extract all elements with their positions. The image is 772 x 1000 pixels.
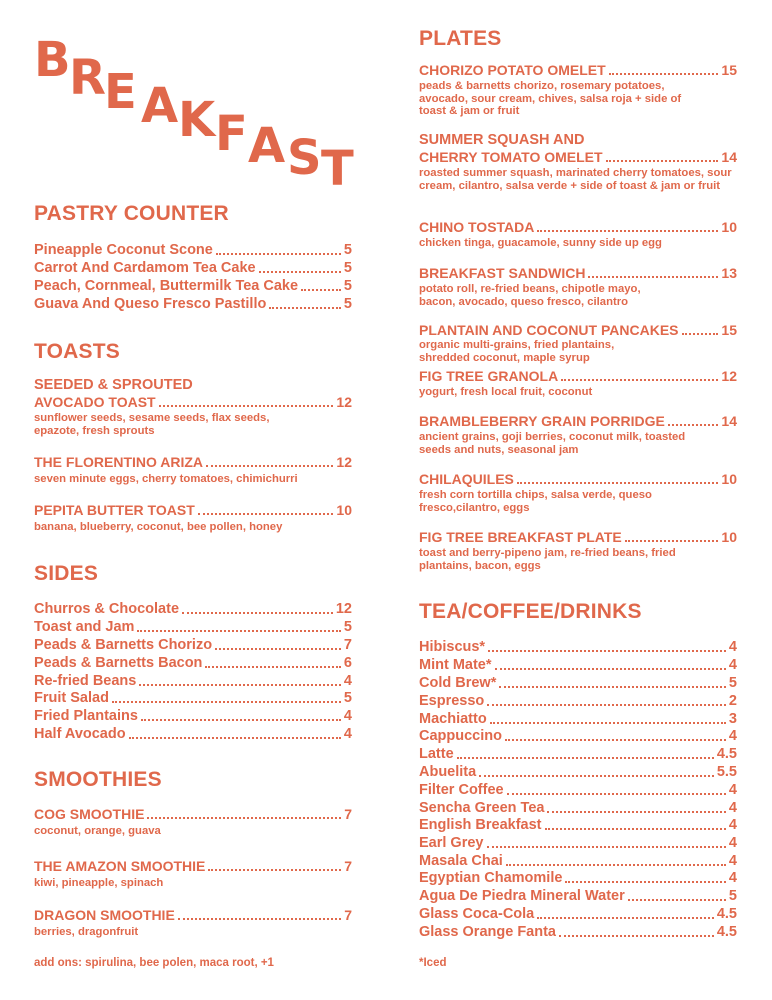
menu-item (34, 806, 352, 823)
item-name: Churros & Chocolate (34, 601, 180, 617)
dot-leader (507, 793, 726, 795)
dot-leader (159, 405, 334, 407)
item-price: 4 (728, 853, 737, 869)
item-name: CHORIZO POTATO OMELET (419, 62, 606, 78)
item-price: 5 (343, 242, 352, 258)
item-price: 4 (728, 728, 737, 744)
item-name-line1: SEEDED & SPROUTED (34, 377, 193, 393)
title-letter: S (287, 130, 322, 186)
dot-leader (198, 513, 334, 515)
item-price: 4 (728, 817, 737, 833)
menu-item (34, 278, 352, 295)
dot-leader (488, 650, 726, 652)
item-description: berries, dragonfruit (34, 926, 139, 938)
item-name: Agua De Piedra Mineral Water (419, 888, 625, 904)
dot-leader (215, 648, 341, 650)
item-name: Cold Brew* (419, 675, 497, 691)
item-price: 4 (728, 657, 737, 673)
dot-leader (259, 271, 341, 273)
item-description: seven minute eggs, cherry tomatoes, chimichurri (34, 473, 298, 485)
dot-leader (205, 666, 341, 668)
item-description: roasted summer squash, marinated cherry tomatoes, sour cream, cilantro, salsa verde + side of toast & jam or fruit (419, 167, 732, 192)
dot-leader (479, 775, 714, 777)
item-price: 4.5 (716, 746, 737, 762)
dot-leader (537, 917, 714, 919)
item-price: 5 (343, 278, 352, 294)
dot-leader (545, 828, 726, 830)
menu-item (34, 502, 352, 519)
dot-leader (208, 869, 341, 871)
item-description: coconut, orange, guava (34, 825, 161, 837)
item-description: toast and berry-pipeno jam, re-fried beans, fried plantains, bacon, eggs (419, 547, 676, 572)
section-heading-smoothies: SMOOTHIES (34, 768, 162, 791)
dot-leader (537, 230, 718, 232)
item-description: organic multi-grains, fried plantains, shredded coconut, maple syrup (419, 339, 615, 364)
item-description: kiwi, pineapple, spinach (34, 877, 164, 889)
item-name: Peads & Barnetts Chorizo (34, 637, 213, 653)
item-name: FIG TREE GRANOLA (419, 368, 559, 384)
menu-item (34, 296, 352, 313)
item-name: BREAKFAST SANDWICH (419, 265, 586, 281)
item-price: 4 (728, 639, 737, 655)
item-price: 4.5 (716, 906, 737, 922)
item-price: 10 (721, 219, 737, 235)
dot-leader (547, 811, 725, 813)
item-price: 7 (344, 806, 352, 822)
item-name: Fruit Salad (34, 690, 109, 706)
item-price: 15 (721, 322, 737, 338)
dot-leader (565, 881, 726, 883)
item-price: 4 (728, 800, 737, 816)
item-name: THE AMAZON SMOOTHIE (34, 858, 206, 874)
item-name: Pineapple Coconut Scone (34, 242, 213, 258)
item-name: THE FLORENTINO ARIZA (34, 454, 204, 470)
item-name: Peads & Barnetts Bacon (34, 655, 203, 671)
item-name: COG SMOOTHIE (34, 806, 145, 822)
item-name: Toast and Jam (34, 619, 135, 635)
item-price: 4 (343, 726, 352, 742)
menu-item (419, 888, 737, 905)
dot-leader (668, 424, 719, 426)
dot-leader (517, 482, 719, 484)
item-name-line1: SUMMER SQUASH AND (419, 132, 585, 148)
item-name: CHINO TOSTADA (419, 219, 535, 235)
menu-item (419, 800, 737, 817)
dot-leader (505, 739, 726, 741)
item-name: Cappuccino (419, 728, 502, 744)
menu-item (419, 675, 737, 692)
item-price: 4.5 (716, 924, 737, 940)
item-price: 10 (721, 471, 737, 487)
title-letter: A (248, 118, 286, 174)
item-name: Glass Orange Fanta (419, 924, 556, 940)
dot-leader (487, 704, 726, 706)
item-name: BRAMBLEBERRY GRAIN PORRIDGE (419, 413, 665, 429)
dot-leader (499, 686, 726, 688)
menu-item (419, 265, 737, 282)
title-letter: B (34, 32, 71, 88)
section-heading-sides: SIDES (34, 562, 99, 585)
dot-leader (559, 935, 714, 937)
item-price: 12 (336, 454, 352, 470)
item-name: Guava And Queso Fresco Pastillo (34, 296, 267, 312)
menu-item (34, 601, 352, 618)
menu-item (419, 149, 737, 166)
dot-leader (206, 465, 333, 467)
dot-leader (147, 817, 341, 819)
dot-leader (495, 668, 726, 670)
item-description: yogurt, fresh local fruit, coconut (419, 386, 593, 398)
item-name: FIG TREE BREAKFAST PLATE (419, 529, 622, 545)
menu-item (419, 870, 737, 887)
item-price: 7 (344, 907, 352, 923)
menu-item (34, 726, 352, 743)
menu-item (419, 906, 737, 923)
item-price: 12 (336, 394, 352, 410)
item-price: 5.5 (716, 764, 737, 780)
item-price: 4 (343, 708, 352, 724)
dot-leader (588, 276, 718, 278)
item-price: 5 (343, 296, 352, 312)
menu-item (34, 655, 352, 672)
dot-leader (561, 379, 718, 381)
menu-item (419, 219, 737, 236)
dot-leader (112, 701, 341, 703)
item-price: 4 (343, 673, 352, 689)
dot-leader (628, 899, 726, 901)
item-price: 14 (721, 413, 737, 429)
item-name: Carrot And Cardamom Tea Cake (34, 260, 256, 276)
menu-item (34, 260, 352, 277)
item-name: Abuelita (419, 764, 477, 780)
item-name: Earl Grey (419, 835, 484, 851)
menu-item (419, 471, 737, 488)
item-name: Peach, Cornmeal, Buttermilk Tea Cake (34, 278, 299, 294)
item-name: Egyptian Chamomile (419, 870, 563, 886)
dot-leader (182, 612, 333, 614)
dot-leader (301, 289, 341, 291)
menu-item (34, 454, 352, 471)
menu-item (34, 242, 352, 259)
dot-leader (269, 307, 341, 309)
menu-item (34, 619, 352, 636)
dot-leader (487, 846, 726, 848)
title-letter: A (141, 78, 179, 134)
menu-item (419, 853, 737, 870)
menu-item (419, 529, 737, 546)
item-price: 15 (721, 62, 737, 78)
title-letter: R (69, 50, 106, 106)
item-price: 5 (343, 690, 352, 706)
menu-item (419, 368, 737, 385)
item-name: DRAGON SMOOTHIE (34, 907, 175, 923)
dot-leader (137, 630, 340, 632)
menu-item (419, 693, 737, 710)
dot-leader (625, 540, 719, 542)
menu-item (419, 62, 737, 79)
item-name: PEPITA BUTTER TOAST (34, 502, 195, 518)
section-heading-pastry: PASTRY COUNTER (34, 202, 229, 225)
item-name: Filter Coffee (419, 782, 504, 798)
item-name: Fried Plantains (34, 708, 138, 724)
menu-item (419, 711, 737, 728)
item-price: 5 (728, 675, 737, 691)
item-price: 6 (343, 655, 352, 671)
menu-item (419, 413, 737, 430)
item-description: ancient grains, goji berries, coconut milk, toasted seeds and nuts, seasonal jam (419, 431, 686, 456)
item-price: 10 (336, 502, 352, 518)
item-name: Espresso (419, 693, 485, 709)
item-name: Hibiscus* (419, 639, 486, 655)
section-heading-toasts: TOASTS (34, 340, 120, 363)
item-price: 7 (343, 637, 352, 653)
item-name: Glass Coca-Cola (419, 906, 535, 922)
dot-leader (141, 719, 341, 721)
item-description: chicken tinga, guacamole, sunny side up egg (419, 237, 662, 249)
item-price: 5 (728, 888, 737, 904)
item-name: Half Avocado (34, 726, 126, 742)
item-price: 2 (728, 693, 737, 709)
item-price: 5 (343, 260, 352, 276)
dot-leader (457, 757, 714, 759)
menu-item (34, 708, 352, 725)
item-name: CHILAQUILES (419, 471, 514, 487)
menu-item (419, 817, 737, 834)
item-price: 3 (728, 711, 737, 727)
menu-item (419, 322, 737, 339)
item-name: Machiatto (419, 711, 487, 727)
menu-item (419, 924, 737, 941)
item-price: 13 (721, 265, 737, 281)
menu-item (419, 657, 737, 674)
item-name: Sencha Green Tea (419, 800, 545, 816)
menu-item (34, 673, 352, 690)
item-description: fresh corn tortilla chips, salsa verde, queso fresco,cilantro, eggs (419, 489, 652, 514)
menu-item (419, 764, 737, 781)
dot-leader (216, 253, 341, 255)
item-description: sunflower seeds, sesame seeds, flax seeds, epazote, fresh sprouts (34, 412, 270, 437)
item-price: 7 (344, 858, 352, 874)
item-name: AVOCADO TOAST (34, 394, 156, 410)
item-price: 12 (721, 368, 737, 384)
item-name: CHERRY TOMATO OMELET (419, 149, 603, 165)
item-name: Latte (419, 746, 454, 762)
title-letter: E (104, 64, 137, 120)
item-price: 14 (721, 149, 737, 165)
menu-item (34, 637, 352, 654)
item-name: PLANTAIN AND COCONUT PANCAKES (419, 322, 679, 338)
menu-item (34, 394, 352, 411)
item-price: 4 (728, 782, 737, 798)
item-description: peads & barnetts chorizo, rosemary potatoes, avocado, sour cream, chives, salsa roja + side of toast & jam or fruit (419, 80, 682, 117)
menu-item (419, 728, 737, 745)
menu-item (34, 858, 352, 875)
dot-leader (129, 737, 341, 739)
dot-leader (139, 684, 341, 686)
menu-item (419, 782, 737, 799)
menu-item (419, 639, 737, 656)
item-description: banana, blueberry, coconut, bee pollen, honey (34, 521, 283, 533)
title-letter: T (321, 141, 354, 197)
item-name: English Breakfast (419, 817, 542, 833)
smoothie-addons-note: add ons: spirulina, bee polen, maca root, +1 (34, 957, 274, 969)
item-price: 10 (721, 529, 737, 545)
item-name: Masala Chai (419, 853, 503, 869)
menu-item (34, 690, 352, 707)
menu-item (419, 746, 737, 763)
iced-footnote: *Iced (419, 957, 447, 969)
menu-item (419, 835, 737, 852)
item-price: 4 (728, 870, 737, 886)
item-description: potato roll, re-fried beans, chipotle mayo, bacon, avocado, queso fresco, cilantro (419, 283, 641, 308)
item-price: 5 (343, 619, 352, 635)
dot-leader (178, 918, 341, 920)
dot-leader (490, 722, 726, 724)
dot-leader (506, 864, 726, 866)
item-name: Re-fried Beans (34, 673, 137, 689)
item-price: 4 (728, 835, 737, 851)
dot-leader (606, 160, 719, 162)
title-letter: K (178, 92, 216, 148)
item-price: 12 (335, 601, 352, 617)
item-name: Mint Mate* (419, 657, 492, 673)
section-heading-drinks: TEA/COFFEE/DRINKS (419, 600, 642, 623)
section-heading-plates: PLATES (419, 27, 502, 50)
menu-item (34, 907, 352, 924)
dot-leader (682, 333, 719, 335)
dot-leader (609, 73, 719, 75)
title-letter: F (215, 106, 248, 162)
